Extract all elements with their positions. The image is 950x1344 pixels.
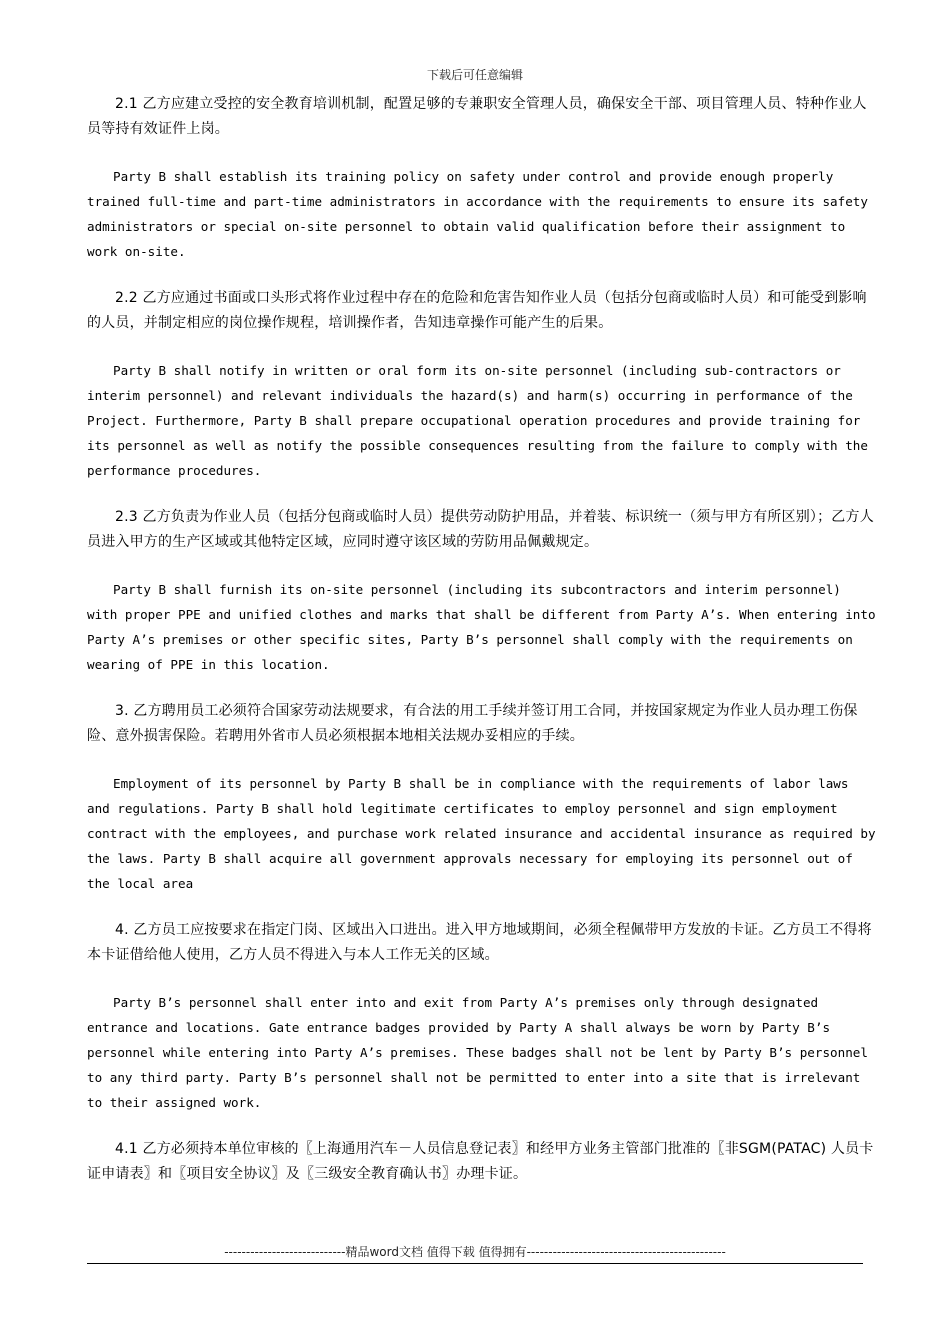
clause-2-1-chinese: 2.1 乙方应建立受控的安全教育培训机制，配置足够的专兼职安全管理人员，确保安全干部、项目管理人员、特种作业人员等持有效证件上岗。: [87, 96, 867, 137]
page-footer: ----------------------------精品word文档 值得下载 值得拥有----------------------------------------------: [224, 1245, 726, 1259]
clause-2-3-chinese: 2.3 乙方负责为作业人员（包括分包商或临时人员）提供劳动防护用品，并着装、标识统一（须与甲方有所区别）；乙方人员进入甲方的生产区域或其他特定区域，应同时遵守该区域的劳防用品佩戴规定。: [87, 509, 874, 550]
clause-2-2-english: Party B shall notify in written or oral form its on-site personnel (including sub-contractors or interim personnel) and relevant individuals the hazard(s) and harm(s) occurring in performance of the Project. Furthermore, Party B shall prepare occupational operation procedures and provide training for its personnel as well as notify the possible consequences resulting from the failure to comply with the performance procedures.: [87, 363, 868, 478]
footer-divider: [87, 1263, 863, 1264]
clause-4-english: Party B’s personnel shall enter into and exit from Party A’s premises only through designated entrance and locations. Gate entrance badges provided by Party A shall always be worn by Party B’s personnel while entering into Party A’s premises. These badges shall not be lent by Party B’s personnel to any third party. Party B’s personnel shall not be permitted to enter into a site that is irrelevant to their assigned work.: [87, 995, 868, 1110]
clause-2-2-chinese: 2.2 乙方应通过书面或口头形式将作业过程中存在的危险和危害告知作业人员（包括分包商或临时人员）和可能受到影响的人员，并制定相应的岗位操作规程，培训操作者，告知违章操作可能产生的后果。: [87, 290, 867, 331]
clause-4-chinese: 4. 乙方员工应按要求在指定门岗、区域出入口进出。进入甲方地域期间，必须全程佩带甲方发放的卡证。乙方员工不得将本卡证借给他人使用，乙方人员不得进入与本人工作无关的区域。: [87, 922, 872, 963]
document-body: [87, 92, 877, 1187]
clause-2-1-english: Party B shall establish its training policy on safety under control and provide enough properly trained full-time and part-time administrators in accordance with the requirements to ensure its safety administrators or special on-site personnel to obtain valid qualification before their assignment to work on-site.: [87, 169, 868, 259]
clause-2-3-english: Party B shall furnish its on-site personnel (including its subcontractors and interim personnel) with proper PPE and unified clothes and marks that shall be different from Party A’s. When entering into Party A’s premises or other specific sites, Party B’s personnel shall comply with the requirements on wearing of PPE in this location.: [87, 582, 876, 672]
page-header: 下载后可任意编辑: [426, 68, 523, 82]
clause-3-chinese: 3. 乙方聘用员工必须符合国家劳动法规要求，有合法的用工手续并签订用工合同，并按国家规定为作业人员办理工伤保险、意外损害保险。若聘用外省市人员必须根据本地相关法规办妥相应的手续。: [87, 703, 858, 744]
clause-4-1-chinese: 4.1 乙方必须持本单位审核的〖上海通用汽车－人员信息登记表〗和经甲方业务主管部门批准的〖非SGM(PATAC) 人员卡证申请表〗和〖项目安全协议〗及〖三级安全教育确认书〗办理卡证。: [87, 1141, 874, 1182]
clause-3-english: Employment of its personnel by Party B shall be in compliance with the requirements of labor laws and regulations. Party B shall hold legitimate certificates to employ personnel and sign employment contract with the employees, and purchase work related insurance and accidental insurance as required by the laws. Party B shall acquire all government approvals necessary for employing its personnel out of the local area: [87, 776, 876, 891]
